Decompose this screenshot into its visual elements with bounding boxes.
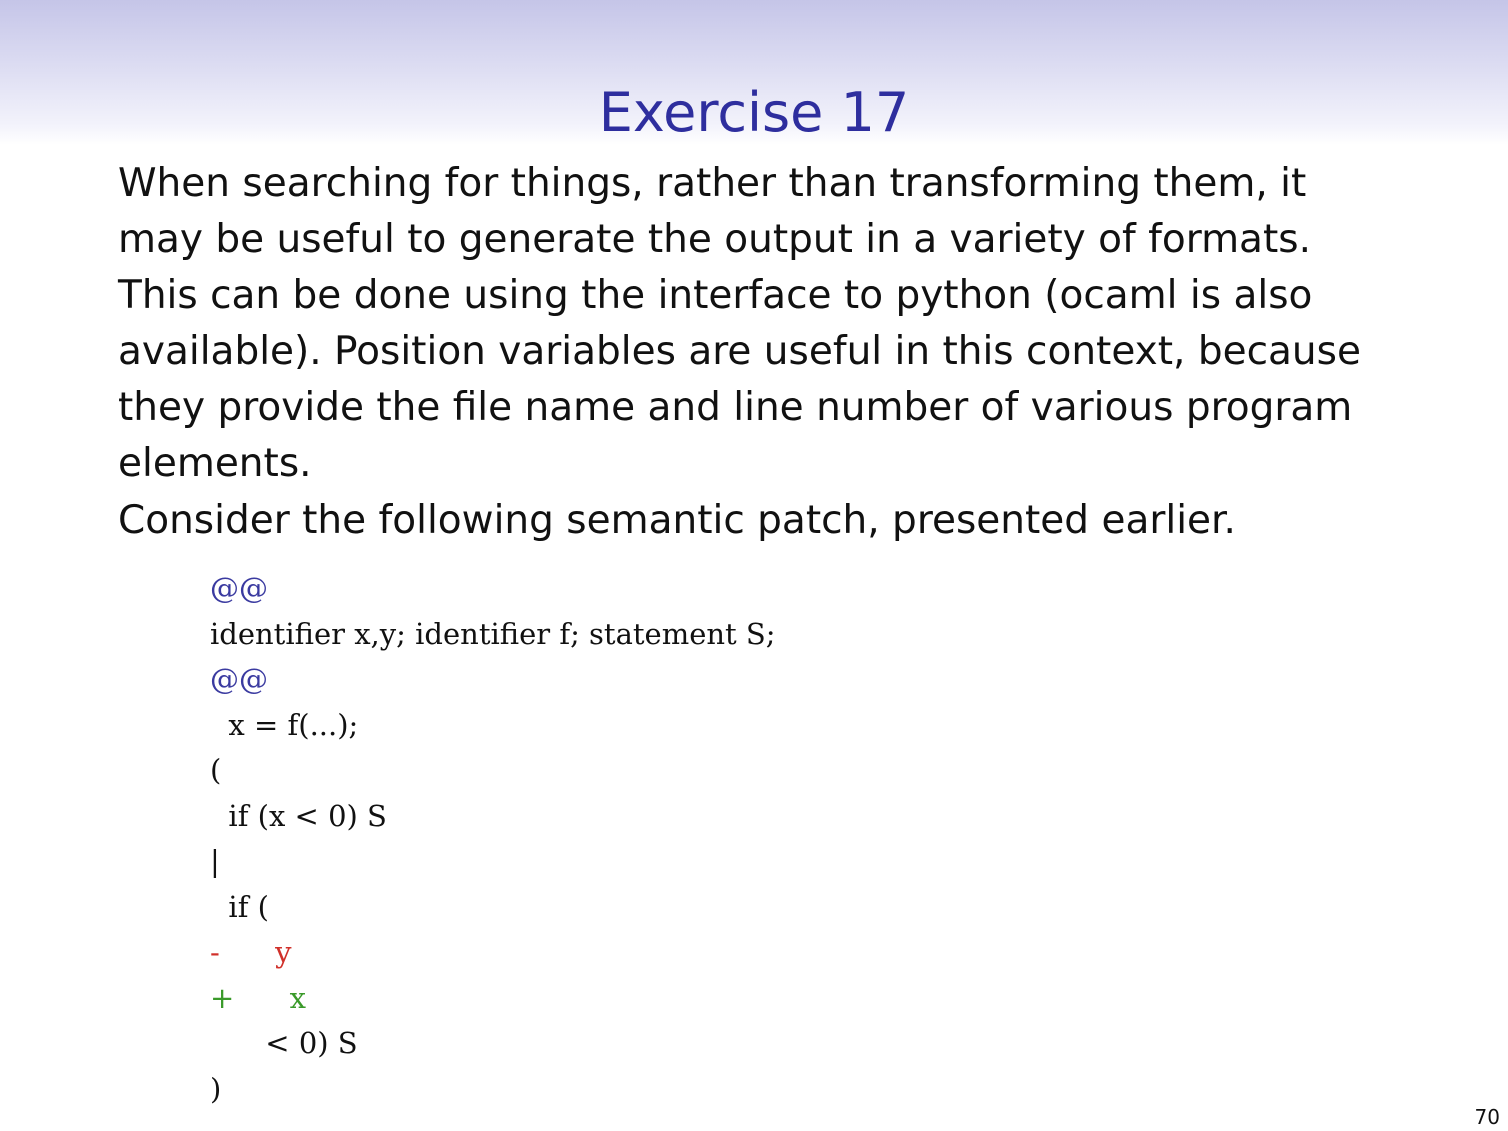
code-line-disjunction-close: ) — [210, 1071, 222, 1106]
code-line-declarations: identifier x,y; identifier f; statement S; — [210, 616, 776, 651]
code-line-disjunction-bar: | — [210, 844, 220, 878]
consider-paragraph: Consider the following semantic patch, presented earlier. — [118, 498, 1236, 543]
code-line-rule-end: @@ — [210, 662, 268, 696]
removed-code: y — [219, 935, 292, 969]
slide-title: Exercise 17 — [598, 81, 910, 144]
plus-marker: + — [210, 980, 235, 1015]
code-line-if-open: if ( — [210, 889, 269, 924]
code-line-condition-tail: < 0) S — [210, 1026, 358, 1060]
semantic-patch-code — [210, 566, 1310, 1112]
added-code: x — [234, 980, 306, 1015]
page-number: 70 — [1474, 1105, 1500, 1129]
code-line-if-x: if (x < 0) S — [210, 798, 387, 833]
code-line-removed — [210, 930, 1310, 976]
minus-marker: - — [210, 935, 220, 969]
code-line-disjunction-open: ( — [210, 753, 222, 787]
code-line-assignment: x = f(...); — [210, 707, 359, 742]
intro-paragraph: When searching for things, rather than transforming them, it may be useful to generate the output in a variety of formats. This can be done using the interface to python (ocaml is also available). Position variables are useful in this context, because they provide the file name and line number of various program elements. — [118, 161, 1361, 486]
code-line-added — [210, 976, 1310, 1022]
code-line-rule-start: @@ — [210, 571, 268, 605]
